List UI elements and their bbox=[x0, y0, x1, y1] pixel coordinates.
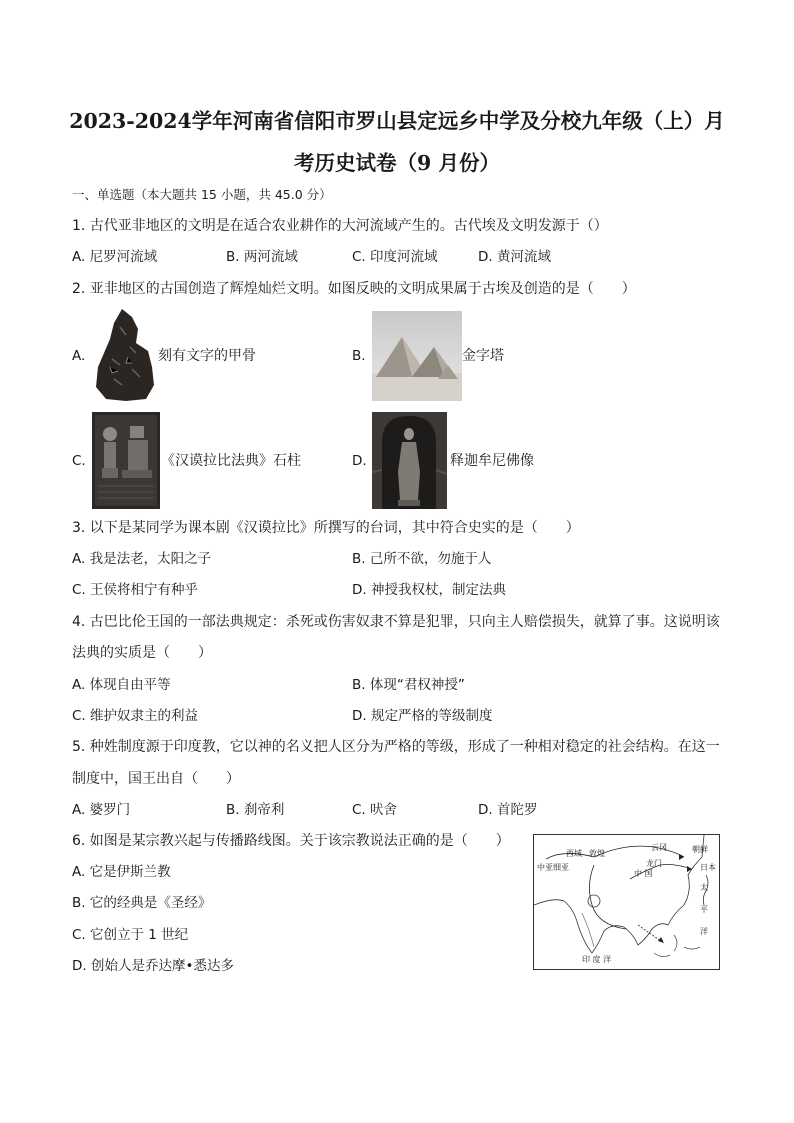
q2-option-d-text: 释迦牟尼佛像 bbox=[450, 453, 534, 469]
q4-option-a[interactable] bbox=[72, 676, 171, 694]
question-3-stem: 3. 以下是某同学为课本剧《汉谟拉比》所撰写的台词，其中符合史实的是（ ） bbox=[72, 520, 580, 536]
option-text: 创始人是乔达摩•悉达多 bbox=[90, 958, 234, 974]
map-label-chaoxian: 朝鲜 bbox=[692, 845, 708, 854]
q4-option-b[interactable] bbox=[352, 676, 465, 694]
exam-title-line1: 2023-2024学年河南省信阳市罗山县定远乡中学及分校九年级（上）月 bbox=[69, 109, 725, 133]
q2-option-c-letter[interactable]: C. bbox=[72, 453, 86, 469]
q2-option-a-text: 刻有文字的甲骨 bbox=[158, 348, 256, 364]
section-heading: 一、单选题（本大题共 15 小题，共 45.0 分） bbox=[72, 187, 332, 202]
question-6-stem: 6. 如图是某宗教兴起与传播路线图。关于该宗教说法正确的是（ ） bbox=[72, 833, 510, 849]
option-text: 刹帝利 bbox=[243, 802, 285, 818]
q6-option-c[interactable] bbox=[72, 926, 188, 944]
question-2-stem: 2. 亚非地区的古国创造了辉煌灿烂文明。如图反映的文明成果属于古埃及创造的是（ ） bbox=[72, 281, 636, 297]
option-letter: C. bbox=[72, 582, 86, 598]
q1-option-c[interactable] bbox=[352, 248, 438, 266]
q2-option-c-text: 《汉谟拉比法典》石柱 bbox=[161, 453, 301, 469]
option-text: 规定严格的等级制度 bbox=[370, 708, 493, 724]
option-letter: D. bbox=[352, 582, 367, 598]
option-letter: A. bbox=[72, 802, 86, 818]
map-label-riben: 日本 bbox=[700, 863, 716, 872]
option-text: 吠舍 bbox=[370, 802, 398, 818]
option-text: 婆罗门 bbox=[89, 802, 131, 818]
question-4-stem-line1: 4. 古巴比伦王国的一部法典规定：杀死或伤害奴隶不算是犯罪，只向主人赔偿损失，就算了事。这说明该 bbox=[72, 614, 720, 630]
option-letter: D. bbox=[478, 249, 493, 265]
option-letter: C. bbox=[72, 927, 86, 943]
q4-option-d[interactable] bbox=[352, 707, 492, 725]
q3-option-d[interactable] bbox=[352, 581, 506, 599]
option-letter: B. bbox=[352, 677, 366, 693]
option-text: 它是伊斯兰教 bbox=[89, 864, 171, 880]
option-text: 两河流域 bbox=[243, 249, 298, 265]
option-text: 体现“君权神授” bbox=[369, 677, 465, 693]
option-text: 尼罗河流域 bbox=[89, 249, 158, 265]
map-label-yungang: 云冈 bbox=[651, 843, 667, 852]
option-letter: B. bbox=[352, 551, 366, 567]
q1-option-d[interactable] bbox=[478, 248, 551, 266]
q2-option-b-text: 金字塔 bbox=[462, 348, 504, 364]
option-text: 己所不欲，勿施于人 bbox=[369, 551, 492, 567]
question-5-stem-line2: 制度中，国王出自（ ） bbox=[72, 771, 240, 787]
q1-option-b[interactable] bbox=[226, 248, 298, 266]
option-text: 它的经典是《圣经》 bbox=[89, 895, 212, 911]
q6-option-a[interactable] bbox=[72, 863, 171, 881]
option-text: 维护奴隶主的利益 bbox=[90, 708, 199, 724]
option-text: 它创立于 1 世纪 bbox=[90, 927, 189, 943]
oracle-bone-photo bbox=[92, 307, 158, 402]
option-letter: A. bbox=[72, 864, 86, 880]
option-letter: B. bbox=[226, 249, 240, 265]
map-label-yinduyang: 印 度 洋 bbox=[582, 955, 612, 964]
option-text: 神授我权杖，制定法典 bbox=[370, 582, 506, 598]
q3-option-c[interactable] bbox=[72, 581, 198, 599]
q5-option-c[interactable] bbox=[352, 801, 397, 819]
q3-option-a[interactable] bbox=[72, 550, 211, 568]
option-letter: B. bbox=[72, 895, 86, 911]
q5-option-b[interactable] bbox=[226, 801, 284, 819]
q2-option-a-letter[interactable]: A. bbox=[72, 348, 86, 364]
q3-option-b[interactable] bbox=[352, 550, 491, 568]
option-letter: D. bbox=[478, 802, 493, 818]
map-label-zhongya: 中亚细亚 bbox=[537, 863, 569, 872]
buddha-statue-photo bbox=[372, 412, 447, 509]
map-drawing bbox=[534, 835, 719, 969]
q2-option-b-letter[interactable]: B. bbox=[352, 348, 366, 364]
option-text: 黄河流域 bbox=[496, 249, 551, 265]
option-letter: A. bbox=[72, 677, 86, 693]
map-label-xiyu: 西域 bbox=[566, 849, 582, 858]
option-letter: D. bbox=[352, 708, 367, 724]
option-letter: A. bbox=[72, 551, 86, 567]
stele-photo bbox=[92, 412, 160, 509]
q6-option-b[interactable] bbox=[72, 894, 211, 912]
pyramid-photo bbox=[372, 311, 462, 401]
question-4-stem-line2: 法典的实质是（ ） bbox=[72, 645, 212, 661]
option-letter: B. bbox=[226, 802, 240, 818]
option-text: 体现自由平等 bbox=[89, 677, 171, 693]
option-letter: C. bbox=[72, 708, 86, 724]
option-text: 我是法老，太阳之子 bbox=[89, 551, 212, 567]
map-label-zhongguo: 中 国 bbox=[634, 869, 653, 878]
q5-option-d[interactable] bbox=[478, 801, 537, 819]
option-letter: C. bbox=[352, 249, 366, 265]
q4-option-c[interactable] bbox=[72, 707, 198, 725]
map-label-longmen: 龙门 bbox=[646, 859, 662, 868]
question-1-stem: 1. 古代亚非地区的文明是在适合农业耕作的大河流域产生的。古代埃及文明发源于（） bbox=[72, 218, 608, 234]
q5-option-a[interactable] bbox=[72, 801, 130, 819]
q1-option-a[interactable] bbox=[72, 248, 157, 266]
q6-option-d[interactable] bbox=[72, 957, 234, 975]
option-text: 首陀罗 bbox=[496, 802, 538, 818]
map-label-tai: 太 bbox=[700, 883, 708, 892]
map-label-dunhuang: 敦煌 bbox=[589, 849, 605, 858]
option-letter: C. bbox=[352, 802, 366, 818]
option-text: 印度河流域 bbox=[370, 249, 438, 265]
question-5-stem-line1: 5. 种姓制度源于印度教，它以神的名义把人区分为严格的等级，形成了一种相对稳定的社会结构。在这一 bbox=[72, 739, 720, 755]
map-label-yang: 洋 bbox=[700, 927, 708, 936]
option-letter: D. bbox=[72, 958, 87, 974]
exam-title-line2: 考历史试卷（9 月份） bbox=[294, 151, 500, 175]
option-letter: A. bbox=[72, 249, 86, 265]
religion-spread-map bbox=[533, 834, 720, 970]
map-label-ping: 平 bbox=[700, 905, 708, 914]
option-text: 王侯将相宁有种乎 bbox=[90, 582, 199, 598]
q2-option-d-letter[interactable]: D. bbox=[352, 453, 367, 469]
